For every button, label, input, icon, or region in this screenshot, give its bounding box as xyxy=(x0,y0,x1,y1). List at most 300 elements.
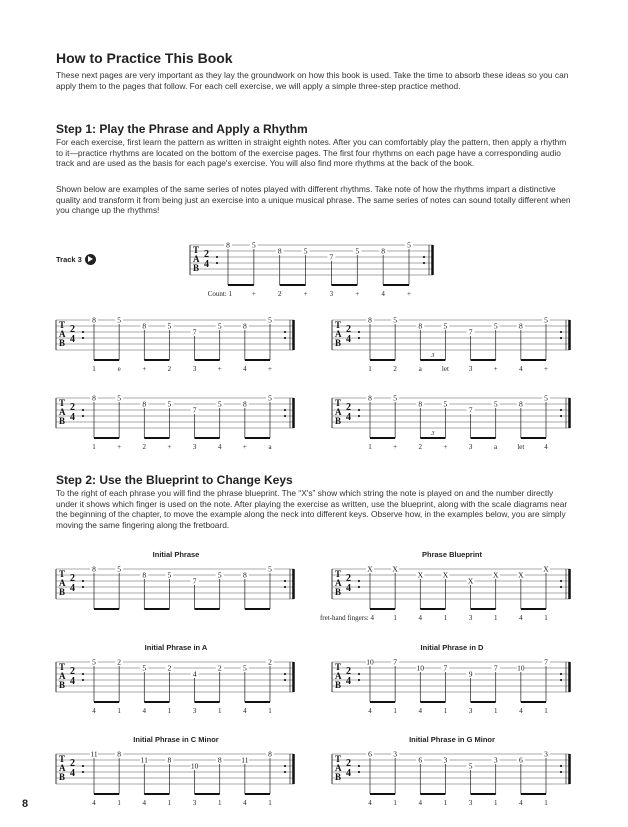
repeat-dot xyxy=(284,337,286,339)
count-label: 3 xyxy=(192,799,197,807)
count-label: 1 xyxy=(368,365,372,373)
fret-number: 8 xyxy=(142,321,147,331)
tab-staff-main xyxy=(190,240,435,312)
tab-letter-a: A xyxy=(59,578,66,588)
tab-letter-t: T xyxy=(59,398,66,408)
tab-letter-a: A xyxy=(59,763,66,773)
repeat-dot xyxy=(284,673,286,675)
count-label: 3 xyxy=(192,443,197,451)
fret-number: 5 xyxy=(242,663,247,673)
time-signature-digit: 2 xyxy=(70,758,75,769)
fret-number: 5 xyxy=(217,321,222,331)
fret-number: 5 xyxy=(167,570,172,580)
tab-staff-phrase-in-g-minor xyxy=(332,735,572,821)
tab-letter-a: A xyxy=(335,578,342,588)
time-signature-digit: 2 xyxy=(70,324,75,335)
count-label: 4 xyxy=(92,799,96,807)
count-label: a xyxy=(418,365,422,373)
fret-number: 5 xyxy=(268,564,272,574)
fret-number: 3 xyxy=(443,755,448,765)
string-marker: X xyxy=(467,576,474,586)
count-label: a xyxy=(268,443,272,451)
tab-staff-initial-phrase xyxy=(56,550,296,636)
staff-title: Initial Phrase in A xyxy=(144,643,208,652)
repeat-dot xyxy=(82,580,84,582)
fret-number: 11 xyxy=(140,755,148,765)
fret-number: 5 xyxy=(443,399,448,409)
fret-number: 8 xyxy=(142,570,147,580)
string-marker: X xyxy=(417,570,423,580)
count-label: 1 xyxy=(443,614,448,622)
step1-paragraph-1: For each exercise, first learn the pattern as written in straight eighth notes. After you can comfortably play the pattern, then apply a rhythm to it—practice rhythms are located on the bottom of the exercise pages. The first four rhythms on each page have a corresponding audio track and are used as the basis for each page's exercise. You will also find more rhythms at the back of the book. xyxy=(56,137,567,169)
repeat-dot xyxy=(358,771,360,773)
fret-number: 5 xyxy=(117,315,122,325)
tab-letter-b: B xyxy=(59,680,66,690)
repeat-dot xyxy=(560,409,562,411)
fret-number: 5 xyxy=(303,246,308,256)
repeat-dot xyxy=(284,765,286,767)
count-label: 1 xyxy=(544,614,548,622)
fret-number: 7 xyxy=(468,327,473,337)
count-label: 4 xyxy=(519,614,523,622)
tab-staff-svg xyxy=(332,315,572,387)
repeat-dot xyxy=(358,580,360,582)
step2-heading: Step 2: Use the Blueprint to Change Keys xyxy=(56,473,293,487)
count-label: + xyxy=(217,365,222,373)
tab-staff-svg xyxy=(56,393,296,465)
fret-number: 7 xyxy=(393,657,398,667)
repeat-dot xyxy=(216,256,218,258)
count-label: 4 xyxy=(142,799,147,807)
time-signature-digit: 4 xyxy=(70,412,75,423)
fret-number: 5 xyxy=(268,393,272,403)
count-label: 1 xyxy=(368,443,372,451)
time-signature-digit: 4 xyxy=(346,334,351,345)
fret-number: 8 xyxy=(142,399,147,409)
count-label: e xyxy=(117,365,121,373)
count-label: 1 xyxy=(544,799,548,807)
fret-number: 3 xyxy=(544,749,548,759)
fret-number: 5 xyxy=(443,321,448,331)
count-label: + xyxy=(167,443,172,451)
count-label: 1 xyxy=(544,707,548,715)
tab-staff-phrase-blueprint xyxy=(319,550,572,636)
fret-number: 7 xyxy=(493,663,498,673)
repeat-dot xyxy=(82,771,84,773)
fret-number: 8 xyxy=(418,399,423,409)
repeat-dot xyxy=(82,673,84,675)
tab-staff-rhythm-4 xyxy=(332,393,572,465)
tab-letter-b: B xyxy=(59,416,66,426)
time-signature-digit: 2 xyxy=(346,402,351,413)
tab-letter-a: A xyxy=(59,671,66,681)
tab-letter-t: T xyxy=(59,320,66,330)
repeat-dot xyxy=(560,331,562,333)
track-label-text: Track 3 xyxy=(56,255,82,264)
count-label: 2 xyxy=(167,365,172,373)
fret-number: 7 xyxy=(192,405,197,415)
fret-number: 2 xyxy=(268,657,272,667)
fret-number: 8 xyxy=(92,393,96,403)
fret-number: 5 xyxy=(117,393,122,403)
repeat-dot xyxy=(358,337,360,339)
repeat-dot xyxy=(423,256,425,258)
count-label: 3 xyxy=(192,365,197,373)
track-label xyxy=(56,254,96,265)
count-label: 1 xyxy=(167,799,172,807)
count-label: + xyxy=(443,443,448,451)
count-label: 4 xyxy=(142,707,147,715)
fret-number: 5 xyxy=(167,321,172,331)
fret-number: 8 xyxy=(518,399,523,409)
time-signature-digit: 2 xyxy=(204,249,209,260)
repeat-dot xyxy=(560,765,562,767)
tab-letter-a: A xyxy=(59,329,66,339)
time-signature-digit: 4 xyxy=(70,768,75,779)
repeat-dot xyxy=(358,409,360,411)
step2-paragraph: To the right of each phrase you will find the phrase blueprint. The “X's” show which string the note is played on and the number directly under it shows which finger is used on the note. After playing the exercise as written, use the blueprint, along with the scale diagrams near the beginning of the chapter, to move the example along the neck into different keys. Observe how, in the examples below, you are simply moving the same fingering along the fretboard. xyxy=(56,488,568,530)
fret-number: 8 xyxy=(217,755,222,765)
staff-title: Phrase Blueprint xyxy=(421,550,482,559)
repeat-dot xyxy=(560,673,562,675)
tab-letter-t: T xyxy=(59,569,66,579)
tab-staff-svg xyxy=(332,735,572,821)
count-label: 1 xyxy=(167,707,172,715)
tab-letter-b: B xyxy=(59,587,66,597)
repeat-dot xyxy=(216,262,218,264)
string-marker: X xyxy=(367,564,373,574)
fret-number: 8 xyxy=(242,570,247,580)
count-label: let xyxy=(517,443,525,451)
fret-number: 5 xyxy=(217,570,222,580)
repeat-dot xyxy=(358,586,360,588)
tab-letter-a: A xyxy=(59,407,66,417)
repeat-dot xyxy=(358,331,360,333)
fret-number: 8 xyxy=(226,240,230,250)
repeat-dot xyxy=(82,415,84,417)
count-label: 3 xyxy=(192,707,197,715)
count-label: + xyxy=(407,290,411,298)
tab-letter-t: T xyxy=(335,569,342,579)
string-marker: X xyxy=(442,570,449,580)
count-label: + xyxy=(251,290,256,298)
fret-number: 5 xyxy=(217,399,222,409)
count-label: 1 xyxy=(117,799,121,807)
count-label: 3 xyxy=(468,799,473,807)
count-label: 4 xyxy=(243,365,247,373)
fret-number: 4 xyxy=(192,669,197,679)
repeat-dot xyxy=(284,331,286,333)
count-label: 1 xyxy=(92,443,96,451)
count-label: 1 xyxy=(268,707,272,715)
string-marker: X xyxy=(392,564,398,574)
fret-number: 8 xyxy=(167,755,172,765)
repeat-dot xyxy=(560,580,562,582)
fret-number: 5 xyxy=(117,564,122,574)
repeat-dot xyxy=(82,679,84,681)
count-label: 1 xyxy=(443,707,448,715)
count-label: 4 xyxy=(368,707,372,715)
tab-letter-b: B xyxy=(59,338,66,348)
tab-staff-svg xyxy=(319,550,572,636)
fret-number: 2 xyxy=(217,663,222,673)
count-label: 4 xyxy=(368,799,372,807)
fret-number: 7 xyxy=(329,252,334,262)
count-label: 1 xyxy=(268,799,272,807)
count-label: 1 xyxy=(493,799,498,807)
time-signature-digit: 2 xyxy=(70,573,75,584)
count-label: 4 xyxy=(381,290,385,298)
count-label: 1 xyxy=(493,707,498,715)
tab-letter-t: T xyxy=(335,754,342,764)
tab-staff-phrase-in-c-minor xyxy=(56,735,296,821)
tab-staff-svg xyxy=(332,643,572,729)
repeat-dot xyxy=(82,765,84,767)
tab-staff-phrase-in-d xyxy=(332,643,572,729)
tab-letter-a: A xyxy=(335,329,342,339)
fret-number: 7 xyxy=(468,405,473,415)
fret-number: 9 xyxy=(468,669,473,679)
tab-letter-t: T xyxy=(59,662,66,672)
tuplet-number: 3 xyxy=(431,430,435,437)
fret-number: 5 xyxy=(407,240,411,250)
time-signature-digit: 4 xyxy=(346,676,351,687)
time-signature-digit: 2 xyxy=(346,324,351,335)
count-label: 4 xyxy=(243,799,247,807)
repeat-dot xyxy=(560,337,562,339)
tab-letter-a: A xyxy=(335,763,342,773)
fret-number: 8 xyxy=(368,315,372,325)
fret-number: 11 xyxy=(241,755,249,765)
page-title: How to Practice This Book xyxy=(56,50,233,66)
tab-staff-svg xyxy=(56,315,296,387)
count-label: 3 xyxy=(468,443,473,451)
repeat-dot xyxy=(284,415,286,417)
tab-letter-a: A xyxy=(335,407,342,417)
repeat-dot xyxy=(284,679,286,681)
fret-number: 10 xyxy=(416,663,425,673)
count-label: 1 xyxy=(393,614,397,622)
tab-letter-b: B xyxy=(335,772,342,782)
tab-letter-b: B xyxy=(335,680,342,690)
time-signature-digit: 2 xyxy=(346,666,351,677)
fret-number: 5 xyxy=(92,657,96,667)
step1-paragraph-2: Shown below are examples of the same series of notes played with different rhythms. Take note of how the rhythms impart a distinctive quality and transform it from being just an exercise into a unique musical phrase. The same series of notes can sound totally different when you change up the rhythms! xyxy=(56,184,571,216)
tab-staff-rhythm-3 xyxy=(56,393,296,465)
repeat-dot xyxy=(358,765,360,767)
repeat-dot xyxy=(284,771,286,773)
fret-number: 8 xyxy=(117,749,122,759)
fret-number: 8 xyxy=(92,315,96,325)
repeat-dot xyxy=(358,679,360,681)
count-label: 3 xyxy=(468,707,473,715)
tab-staff-svg xyxy=(332,393,572,465)
repeat-dot xyxy=(284,580,286,582)
repeat-dot xyxy=(560,771,562,773)
count-label: 4 xyxy=(243,707,247,715)
repeat-dot xyxy=(358,673,360,675)
tab-letter-a: A xyxy=(193,254,200,264)
fret-number: 6 xyxy=(368,749,372,759)
fret-number: 8 xyxy=(418,321,423,331)
tab-staff-svg xyxy=(190,240,435,312)
count-label: 4 xyxy=(544,443,548,451)
fret-number: 8 xyxy=(242,399,247,409)
count-label: let xyxy=(441,365,449,373)
count-label: 2 xyxy=(277,290,282,298)
repeat-dot xyxy=(423,262,425,264)
fret-number: 7 xyxy=(192,327,197,337)
fret-number: 5 xyxy=(544,315,548,325)
repeat-dot xyxy=(560,415,562,417)
fret-number: 2 xyxy=(167,663,172,673)
time-signature-digit: 4 xyxy=(70,583,75,594)
time-signature-digit: 2 xyxy=(346,758,351,769)
staff-title: Initial Phrase in D xyxy=(420,643,484,652)
fret-number: 8 xyxy=(242,321,247,331)
count-label: 2 xyxy=(393,365,397,373)
tab-staff-svg xyxy=(56,550,296,636)
count-label: 1 xyxy=(493,614,498,622)
fret-number: 5 xyxy=(544,393,548,403)
count-label: 4 xyxy=(519,799,523,807)
intro-paragraph: These next pages are very important as they lay the groundwork on how this book is used. Take the time to absorb these ideas so you can apply them to the pages that follow. For each cell exercise, we will apply a simple three-step practice method. xyxy=(56,70,569,91)
count-label: 2 xyxy=(418,443,423,451)
fret-number: 11 xyxy=(90,749,98,759)
repeat-dot xyxy=(82,337,84,339)
count-label: 1 xyxy=(92,365,96,373)
fret-number: 10 xyxy=(366,657,374,667)
fret-number: 10 xyxy=(190,761,199,771)
count-label: + xyxy=(544,365,548,373)
fret-number: 5 xyxy=(251,240,256,250)
fret-number: 5 xyxy=(493,399,498,409)
fret-number: 8 xyxy=(92,564,96,574)
fret-number: 5 xyxy=(393,393,398,403)
fret-number: 2 xyxy=(117,657,122,667)
time-signature-digit: 4 xyxy=(346,412,351,423)
tab-letter-t: T xyxy=(59,754,66,764)
fret-number: 5 xyxy=(393,315,398,325)
count-label: 4 xyxy=(92,707,96,715)
tuplet-number: 3 xyxy=(431,352,435,359)
tab-letter-t: T xyxy=(335,662,342,672)
tab-letter-b: B xyxy=(335,587,342,597)
fret-number: 5 xyxy=(142,663,147,673)
count-label: 1 xyxy=(443,799,448,807)
time-signature-digit: 2 xyxy=(346,573,351,584)
fret-number: 6 xyxy=(518,755,523,765)
count-label: + xyxy=(493,365,498,373)
fret-number: 7 xyxy=(192,576,197,586)
time-signature-digit: 4 xyxy=(346,583,351,594)
fret-number: 8 xyxy=(268,749,272,759)
count-label: 1 xyxy=(393,707,397,715)
repeat-dot xyxy=(284,409,286,411)
fret-number: 3 xyxy=(393,749,398,759)
tab-staff-svg xyxy=(56,643,296,729)
count-label: + xyxy=(393,443,398,451)
time-signature-digit: 4 xyxy=(70,334,75,345)
staff-title: Initial Phrase xyxy=(152,550,200,559)
staff-title: Initial Phrase in C Minor xyxy=(133,735,219,744)
count-label: 4 xyxy=(418,707,423,715)
fret-number: 8 xyxy=(381,246,386,256)
time-signature-digit: 2 xyxy=(70,666,75,677)
count-label: 1 xyxy=(217,799,222,807)
count-label: + xyxy=(303,290,308,298)
fret-number: 6 xyxy=(418,755,423,765)
count-label: 4 xyxy=(418,799,423,807)
fret-number: 5 xyxy=(468,761,473,771)
fret-number: 10 xyxy=(517,663,525,673)
count-label: Count: 1 xyxy=(207,290,232,298)
count-label: 4 xyxy=(418,614,423,622)
count-label: fret-hand fingers: 4 xyxy=(319,614,374,622)
tab-letter-t: T xyxy=(193,245,200,255)
string-marker: X xyxy=(493,570,499,580)
count-label: 4 xyxy=(519,365,523,373)
count-label: 1 xyxy=(393,799,397,807)
repeat-dot xyxy=(560,586,562,588)
fret-number: 5 xyxy=(493,321,498,331)
count-label: a xyxy=(494,443,498,451)
count-label: + xyxy=(355,290,360,298)
tab-letter-b: B xyxy=(59,772,66,782)
count-label: + xyxy=(117,443,122,451)
count-label: 2 xyxy=(142,443,147,451)
repeat-dot xyxy=(560,679,562,681)
count-label: 4 xyxy=(217,443,222,451)
fret-number: 7 xyxy=(544,657,548,667)
tab-staff-rhythm-2 xyxy=(332,315,572,387)
count-label: 3 xyxy=(468,365,473,373)
repeat-dot xyxy=(82,409,84,411)
step1-heading: Step 1: Play the Phrase and Apply a Rhythm xyxy=(56,122,308,136)
count-label: + xyxy=(142,365,147,373)
audio-play-icon[interactable] xyxy=(85,254,96,265)
tab-letter-b: B xyxy=(335,416,342,426)
fret-number: 3 xyxy=(493,755,498,765)
tab-staff-phrase-in-a xyxy=(56,643,296,729)
string-marker: X xyxy=(543,564,549,574)
count-label: 4 xyxy=(519,707,523,715)
time-signature-digit: 4 xyxy=(346,768,351,779)
count-label: 1 xyxy=(117,707,121,715)
tab-staff-svg xyxy=(56,735,296,821)
tab-staff-rhythm-1 xyxy=(56,315,296,387)
fret-number: 7 xyxy=(443,663,448,673)
string-marker: X xyxy=(518,570,524,580)
count-label: + xyxy=(268,365,272,373)
fret-number: 8 xyxy=(368,393,372,403)
count-label: 1 xyxy=(217,707,222,715)
staff-title: Initial Phrase in G Minor xyxy=(409,735,495,744)
tab-letter-b: B xyxy=(335,338,342,348)
tab-letter-t: T xyxy=(335,398,342,408)
repeat-dot xyxy=(284,586,286,588)
time-signature-digit: 4 xyxy=(70,676,75,687)
time-signature-digit: 2 xyxy=(70,402,75,413)
count-label: 3 xyxy=(329,290,334,298)
repeat-dot xyxy=(358,415,360,417)
tab-letter-b: B xyxy=(193,263,200,273)
time-signature-digit: 4 xyxy=(204,259,209,270)
tab-letter-a: A xyxy=(335,671,342,681)
fret-number: 5 xyxy=(355,246,360,256)
fret-number: 5 xyxy=(167,399,172,409)
fret-number: 8 xyxy=(518,321,523,331)
